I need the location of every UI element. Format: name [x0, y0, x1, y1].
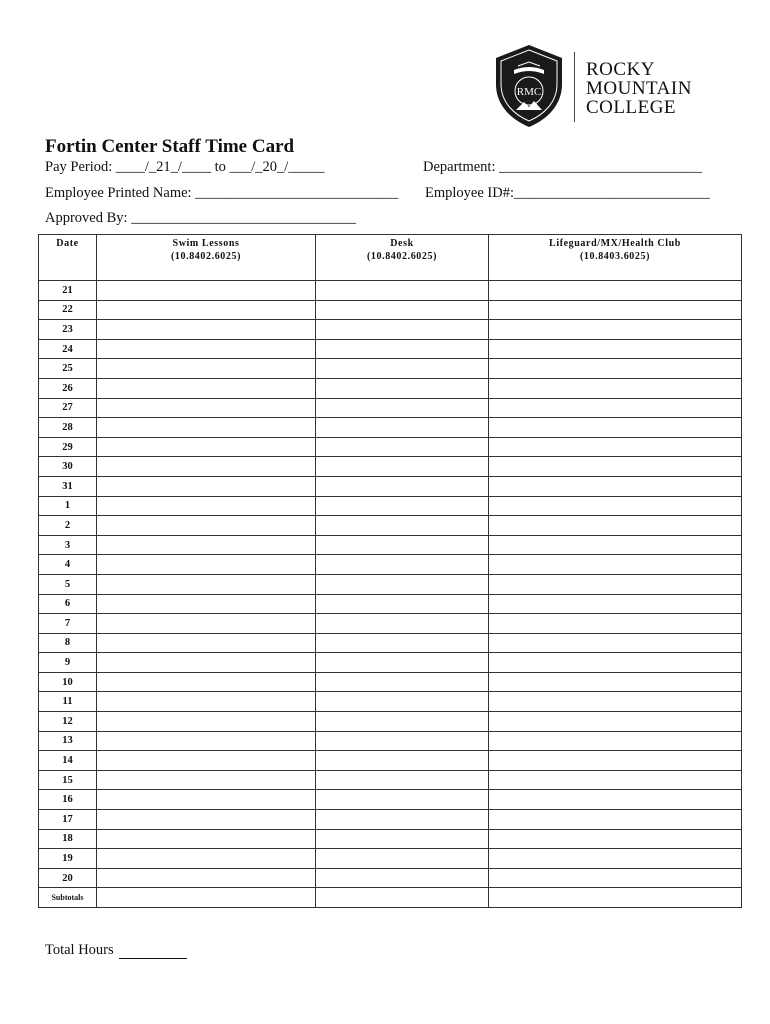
department-label: Department:	[423, 159, 496, 175]
table-header-row	[39, 235, 742, 281]
table-row	[39, 457, 742, 477]
lifeguard-hours-cell[interactable]	[489, 300, 742, 320]
lifeguard-hours-cell[interactable]	[489, 790, 742, 810]
swim-lessons-hours-cell[interactable]	[97, 829, 316, 849]
date-cell: 21	[39, 281, 97, 301]
lifeguard-hours-cell[interactable]	[489, 398, 742, 418]
date-cell: 14	[39, 751, 97, 771]
lifeguard-hours-cell[interactable]	[489, 574, 742, 594]
employee-name-input[interactable]: ____________________________	[195, 185, 399, 201]
desk-hours-cell[interactable]	[316, 574, 489, 594]
table-row	[39, 653, 742, 673]
lifeguard-hours-cell[interactable]	[489, 594, 742, 614]
header-desk: Desk (10.8402.6025)	[316, 235, 489, 281]
swim-lessons-hours-cell[interactable]	[97, 535, 316, 555]
lifeguard-hours-cell[interactable]	[489, 731, 742, 751]
desk-hours-cell[interactable]	[316, 378, 489, 398]
swim-lessons-hours-cell[interactable]	[97, 359, 316, 379]
swim-lessons-hours-cell[interactable]	[97, 770, 316, 790]
table-row	[39, 770, 742, 790]
pay-period-end[interactable]: ___/_20_/_____	[229, 159, 325, 175]
college-name-line3: COLLEGE	[586, 97, 677, 118]
lifeguard-hours-cell[interactable]	[489, 770, 742, 790]
swim-lessons-hours-cell[interactable]	[97, 516, 316, 536]
table-row	[39, 633, 742, 653]
swim-lessons-hours-cell[interactable]	[97, 476, 316, 496]
desk-hours-cell[interactable]	[316, 770, 489, 790]
desk-hours-cell[interactable]	[316, 516, 489, 536]
approved-by-input[interactable]: _______________________________	[131, 210, 356, 226]
header-date: Date	[39, 235, 97, 281]
date-cell: 10	[39, 672, 97, 692]
lifeguard-subtotal-cell[interactable]	[489, 888, 742, 908]
date-cell: 29	[39, 437, 97, 457]
table-row	[39, 398, 742, 418]
lifeguard-hours-cell[interactable]	[489, 849, 742, 869]
date-cell: 11	[39, 692, 97, 712]
table-row	[39, 574, 742, 594]
table-row	[39, 829, 742, 849]
total-hours-label: Total Hours	[45, 942, 114, 958]
total-hours-field[interactable]	[45, 942, 187, 959]
lifeguard-hours-cell[interactable]	[489, 555, 742, 575]
desk-hours-cell[interactable]	[316, 731, 489, 751]
college-name-line1: ROCKY	[586, 59, 656, 80]
employee-id-label: Employee ID#:	[425, 185, 514, 201]
lifeguard-hours-cell[interactable]	[489, 829, 742, 849]
swim-lessons-hours-cell[interactable]	[97, 418, 316, 438]
date-cell: 19	[39, 849, 97, 869]
table-row	[39, 712, 742, 732]
header-swim-lessons: Swim Lessons (10.8402.6025)	[97, 235, 316, 281]
college-name-line2: MOUNTAIN	[586, 78, 692, 99]
lifeguard-hours-cell[interactable]	[489, 476, 742, 496]
approved-by-field[interactable]	[45, 210, 356, 227]
lifeguard-hours-cell[interactable]	[489, 810, 742, 830]
form-title: Fortin Center Staff Time Card	[45, 136, 295, 157]
swim-lessons-hours-cell[interactable]	[97, 849, 316, 869]
swim-lessons-hours-cell[interactable]	[97, 614, 316, 634]
desk-hours-cell[interactable]	[316, 320, 489, 340]
table-row	[39, 868, 742, 888]
swim-lessons-hours-cell[interactable]	[97, 731, 316, 751]
lifeguard-hours-cell[interactable]	[489, 378, 742, 398]
lifeguard-hours-cell[interactable]	[489, 712, 742, 732]
desk-hours-cell[interactable]	[316, 810, 489, 830]
swim-lessons-hours-cell[interactable]	[97, 653, 316, 673]
college-name	[586, 60, 692, 117]
table-row	[39, 594, 742, 614]
lifeguard-hours-cell[interactable]	[489, 653, 742, 673]
employee-name-field[interactable]	[45, 185, 398, 202]
swim-lessons-hours-cell[interactable]	[97, 868, 316, 888]
desk-hours-cell[interactable]	[316, 868, 489, 888]
table-row	[39, 555, 742, 575]
lifeguard-hours-cell[interactable]	[489, 437, 742, 457]
date-cell: 31	[39, 476, 97, 496]
desk-hours-cell[interactable]	[316, 790, 489, 810]
date-cell: 12	[39, 712, 97, 732]
department-input[interactable]: ____________________________	[499, 159, 703, 175]
pay-period-start[interactable]: ____/_21_/____	[115, 159, 211, 175]
swim-lessons-subtotal-cell[interactable]	[97, 888, 316, 908]
date-cell: 6	[39, 594, 97, 614]
desk-hours-cell[interactable]	[316, 672, 489, 692]
desk-hours-cell[interactable]	[316, 594, 489, 614]
table-row	[39, 535, 742, 555]
table-row	[39, 476, 742, 496]
desk-hours-cell[interactable]	[316, 418, 489, 438]
lifeguard-hours-cell[interactable]	[489, 672, 742, 692]
department-field[interactable]	[423, 159, 702, 176]
swim-lessons-hours-cell[interactable]	[97, 751, 316, 771]
desk-hours-cell[interactable]	[316, 614, 489, 634]
table-row	[39, 378, 742, 398]
table-row	[39, 418, 742, 438]
table-row	[39, 810, 742, 830]
desk-hours-cell[interactable]	[316, 751, 489, 771]
date-cell: 18	[39, 829, 97, 849]
logo-divider	[574, 52, 575, 122]
swim-lessons-hours-cell[interactable]	[97, 457, 316, 477]
employee-id-field[interactable]	[425, 185, 710, 202]
table-row	[39, 320, 742, 340]
date-cell: 30	[39, 457, 97, 477]
header-lifeguard: Lifeguard/MX/Health Club (10.8403.6025)	[489, 235, 742, 281]
table-row	[39, 339, 742, 359]
subtotals-label: Subtotals	[39, 888, 97, 908]
table-row	[39, 790, 742, 810]
date-cell: 8	[39, 633, 97, 653]
swim-lessons-hours-cell[interactable]	[97, 555, 316, 575]
date-cell: 24	[39, 339, 97, 359]
pay-period-field[interactable]	[45, 159, 325, 176]
swim-lessons-hours-cell[interactable]	[97, 633, 316, 653]
subtotals-row	[39, 888, 742, 908]
date-cell: 4	[39, 555, 97, 575]
date-cell: 25	[39, 359, 97, 379]
employee-name-label: Employee Printed Name:	[45, 185, 192, 201]
lifeguard-hours-cell[interactable]	[489, 339, 742, 359]
swim-lessons-hours-cell[interactable]	[97, 594, 316, 614]
date-cell: 7	[39, 614, 97, 634]
rmc-shield-icon	[494, 44, 564, 128]
date-cell: 1	[39, 496, 97, 516]
swim-lessons-hours-cell[interactable]	[97, 378, 316, 398]
pay-period-to: to	[214, 159, 226, 175]
desk-hours-cell[interactable]	[316, 281, 489, 301]
lifeguard-hours-cell[interactable]	[489, 457, 742, 477]
table-row	[39, 692, 742, 712]
swim-lessons-hours-cell[interactable]	[97, 320, 316, 340]
swim-lessons-hours-cell[interactable]	[97, 692, 316, 712]
date-cell: 3	[39, 535, 97, 555]
lifeguard-hours-cell[interactable]	[489, 281, 742, 301]
table-row	[39, 496, 742, 516]
lifeguard-hours-cell[interactable]	[489, 418, 742, 438]
desk-hours-cell[interactable]	[316, 555, 489, 575]
table-row	[39, 300, 742, 320]
date-cell: 17	[39, 810, 97, 830]
college-logo	[494, 44, 694, 130]
date-cell: 20	[39, 868, 97, 888]
swim-lessons-hours-cell[interactable]	[97, 810, 316, 830]
desk-hours-cell[interactable]	[316, 849, 489, 869]
swim-lessons-hours-cell[interactable]	[97, 437, 316, 457]
table-row	[39, 516, 742, 536]
desk-hours-cell[interactable]	[316, 300, 489, 320]
date-cell: 5	[39, 574, 97, 594]
table-row	[39, 672, 742, 692]
desk-hours-cell[interactable]	[316, 457, 489, 477]
desk-hours-cell[interactable]	[316, 496, 489, 516]
desk-hours-cell[interactable]	[316, 359, 489, 379]
desk-hours-cell[interactable]	[316, 398, 489, 418]
svg-text:RMC: RMC	[516, 86, 542, 98]
table-row	[39, 751, 742, 771]
employee-id-input[interactable]: ___________________________	[514, 185, 710, 201]
desk-hours-cell[interactable]	[316, 437, 489, 457]
table-row	[39, 614, 742, 634]
swim-lessons-hours-cell[interactable]	[97, 790, 316, 810]
table-row	[39, 849, 742, 869]
total-hours-input[interactable]	[119, 943, 187, 959]
lifeguard-hours-cell[interactable]	[489, 633, 742, 653]
date-cell: 27	[39, 398, 97, 418]
desk-hours-cell[interactable]	[316, 653, 489, 673]
table-row	[39, 437, 742, 457]
lifeguard-hours-cell[interactable]	[489, 516, 742, 536]
lifeguard-hours-cell[interactable]	[489, 535, 742, 555]
table-row	[39, 731, 742, 751]
desk-hours-cell[interactable]	[316, 829, 489, 849]
swim-lessons-hours-cell[interactable]	[97, 712, 316, 732]
time-card-table	[38, 234, 742, 908]
table-row	[39, 281, 742, 301]
lifeguard-hours-cell[interactable]	[489, 692, 742, 712]
lifeguard-hours-cell[interactable]	[489, 751, 742, 771]
swim-lessons-hours-cell[interactable]	[97, 281, 316, 301]
lifeguard-hours-cell[interactable]	[489, 496, 742, 516]
date-cell: 9	[39, 653, 97, 673]
date-cell: 28	[39, 418, 97, 438]
lifeguard-hours-cell[interactable]	[489, 614, 742, 634]
date-cell: 23	[39, 320, 97, 340]
lifeguard-hours-cell[interactable]	[489, 359, 742, 379]
swim-lessons-hours-cell[interactable]	[97, 574, 316, 594]
date-cell: 16	[39, 790, 97, 810]
approved-by-label: Approved By:	[45, 210, 128, 226]
swim-lessons-hours-cell[interactable]	[97, 672, 316, 692]
desk-hours-cell[interactable]	[316, 339, 489, 359]
pay-period-label: Pay Period:	[45, 159, 113, 175]
table-body	[39, 281, 742, 908]
date-cell: 22	[39, 300, 97, 320]
desk-hours-cell[interactable]	[316, 692, 489, 712]
swim-lessons-hours-cell[interactable]	[97, 398, 316, 418]
date-cell: 13	[39, 731, 97, 751]
lifeguard-hours-cell[interactable]	[489, 868, 742, 888]
desk-subtotal-cell[interactable]	[316, 888, 489, 908]
desk-hours-cell[interactable]	[316, 476, 489, 496]
lifeguard-hours-cell[interactable]	[489, 320, 742, 340]
swim-lessons-hours-cell[interactable]	[97, 496, 316, 516]
desk-hours-cell[interactable]	[316, 712, 489, 732]
desk-hours-cell[interactable]	[316, 633, 489, 653]
desk-hours-cell[interactable]	[316, 535, 489, 555]
swim-lessons-hours-cell[interactable]	[97, 339, 316, 359]
swim-lessons-hours-cell[interactable]	[97, 300, 316, 320]
table-row	[39, 359, 742, 379]
date-cell: 15	[39, 770, 97, 790]
date-cell: 2	[39, 516, 97, 536]
date-cell: 26	[39, 378, 97, 398]
